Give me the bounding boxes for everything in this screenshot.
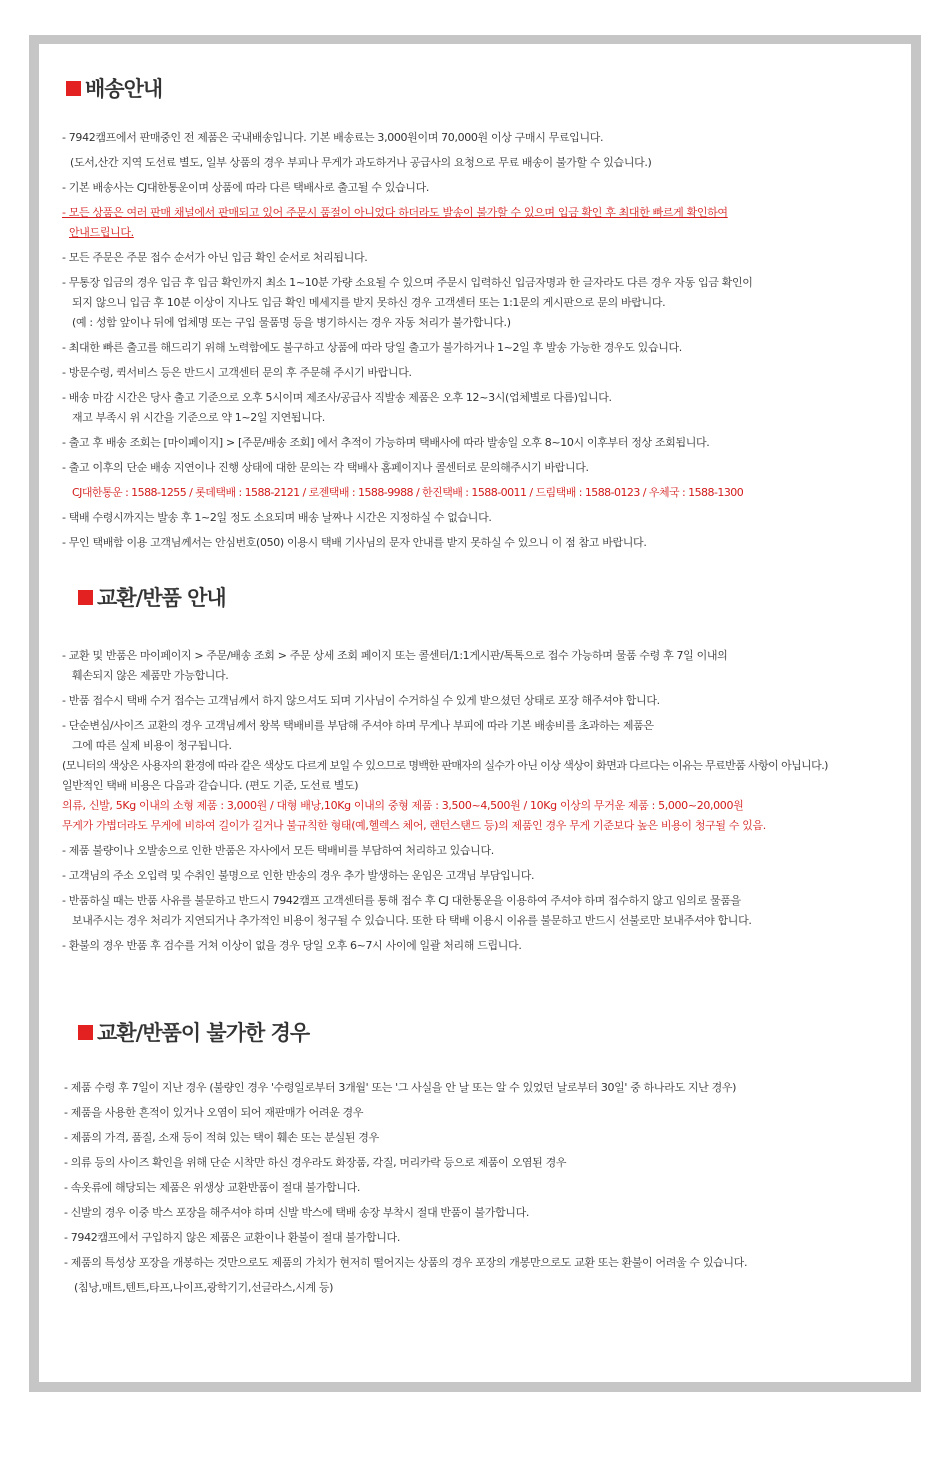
restriction-line: - 제품을 사용한 흔적이 있거나 오염이 되어 재판매가 어려운 경우 [64,1106,364,1119]
shipping-line: - 무인 택배함 이용 고객님께서는 안심번호(050) 이용시 택배 기사님의 문자 안내를 받지 못하실 수 있으니 이 점 참고 바랍니다. [62,536,647,549]
shipping-line: - 최대한 빠른 출고를 해드리기 위해 노력함에도 불구하고 상품에 따라 당일 출고가 불가하거나 1~2일 후 발송 가능한 경우도 있습니다. [62,341,682,354]
shipping-line: 되지 않으니 입금 후 10분 이상이 지나도 입금 확인 메세지를 받지 못하신 경우 고객센터 또는 1:1문의 게시판으로 문의 바랍니다. [72,296,666,309]
section-title-text: 교환/반품 안내 [97,586,226,610]
exchange-line: 그에 따른 실제 비용이 청구됩니다. [72,739,232,752]
restriction-line: (침낭,매트,텐트,타프,나이프,광학기기,선글라스,시계 등) [74,1281,334,1294]
shipping-line: - 택배 수령시까지는 발송 후 1~2일 정도 소요되며 배송 날짜나 시간은 지정하실 수 없습니다. [62,511,492,524]
exchange-line: - 반품하실 때는 반품 사유를 불문하고 반드시 7942캠프 고객센터를 통해 접수 후 CJ 대한통운을 이용하여 주셔야 하며 접수하지 않고 임의로 물품을 [62,894,741,907]
shipping-line: (예 : 성함 앞이나 뒤에 업체명 또는 구입 물품명 등을 병기하시는 경우 자동 처리가 불가합니다.) [72,316,511,329]
red-square-icon [66,81,81,96]
section-title-exchange [78,582,226,612]
exchange-line: (모니터의 색상은 사용자의 환경에 따라 같은 색상도 다르게 보일 수 있으므로 명백한 판매자의 실수가 아닌 이상 색상이 화면과 다르다는 이유는 무료반품 사항이 아닙니다.) [62,759,828,772]
exchange-line: - 반품 접수시 택배 수거 접수는 고객님께서 하지 않으셔도 되며 기사님이 수거하실 수 있게 받으셨던 상태로 포장 해주셔야 합니다. [62,694,660,707]
shipping-line: 재고 부족시 위 시간을 기준으로 약 1~2일 지연됩니다. [72,411,325,424]
red-square-icon [78,1025,93,1040]
exchange-line: 일반적인 택배 비용은 다음과 같습니다. (편도 기준, 도선료 별도) [62,779,359,792]
exchange-line: - 교환 및 반품은 마이페이지 > 주문/배송 조회 > 주문 상세 조회 페이지 또는 콜센터/1:1게시판/톡톡으로 접수 가능하며 물품 수령 후 7일 이내의 [62,649,728,662]
red-square-icon [78,590,93,605]
exchange-line: - 환불의 경우 반품 후 검수를 거쳐 이상이 없을 경우 당일 오후 6~7시 사이에 일괄 처리해 드립니다. [62,939,522,952]
shipping-line: - 배송 마감 시간은 당사 출고 기준으로 오후 5시이며 제조사/공급사 직발송 제품은 오후 12~3시(업체별로 다름)입니다. [62,391,612,404]
shipping-line: (도서,산간 지역 도선료 별도, 일부 상품의 경우 부피나 무게가 과도하거나 공급사의 요청으로 무료 배송이 불가할 수 있습니다.) [70,156,652,169]
shipping-cost-note: 무게가 가볍더라도 무게에 비하여 길이가 길거나 불규칙한 형태(예,헬렉스 체어, 랜턴스탠드 등)의 제품인 경우 무게 기준보다 높은 비용이 청구될 수 있음. [62,819,766,832]
restriction-line: - 7942캠프에서 구입하지 않은 제품은 교환이나 환불이 절대 불가합니다. [64,1231,400,1244]
restriction-line: - 제품 수령 후 7일이 지난 경우 (불량인 경우 '수령일로부터 3개월' 또는 '그 사실을 안 날 또는 알 수 있었던 날로부터 30일' 중 하나라도 지난 경우) [64,1081,737,1094]
restriction-line: - 속옷류에 해당되는 제품은 위생상 교환반품이 절대 불가합니다. [64,1181,360,1194]
exchange-line: 보내주시는 경우 처리가 지연되거나 추가적인 비용이 청구될 수 있습니다. 또한 타 택배 이용시 이유를 불문하고 반드시 선불로만 보내주셔야 합니다. [72,914,752,927]
section-title-restrictions [78,1017,309,1047]
shipping-cost-table: 의류, 신발, 5Kg 이내의 소형 제품 : 3,000원 / 대형 배낭,10Kg 이내의 중형 제품 : 3,500~4,500원 / 10Kg 이상의 무거운 제품 : 5,000~20,000원 [62,799,744,812]
exchange-line: - 제품 불량이나 오발송으로 인한 반품은 자사에서 모든 택배비를 부담하여 처리하고 있습니다. [62,844,494,857]
exchange-line: - 고객님의 주소 오입력 및 수취인 불명으로 인한 반송의 경우 추가 발생하는 운임은 고객님 부담입니다. [62,869,535,882]
shipping-line: - 무통장 입금의 경우 입금 후 입금 확인까지 최소 1~10분 가량 소요될 수 있으며 주문시 입력하신 입금자명과 한 글자라도 다른 경우 자동 입금 확인이 [62,276,753,289]
shipping-line: - 기본 배송사는 CJ대한통운이며 상품에 따라 다른 택배사로 출고될 수 있습니다. [62,181,430,194]
exchange-line: 훼손되지 않은 제품만 가능합니다. [72,669,229,682]
section-title-shipping [66,73,162,103]
section-title-text: 교환/반품이 불가한 경우 [97,1021,310,1045]
shipping-line: - 7942캠프에서 판매중인 전 제품은 국내배송입니다. 기본 배송료는 3,000원이며 70,000원 이상 구매시 무료입니다. [62,131,604,144]
restriction-line: - 의류 등의 사이즈 확인을 위해 단순 시착만 하신 경우라도 화장품, 각질, 머리카락 등으로 제품이 오염된 경우 [64,1156,567,1169]
section-title-text: 배송안내 [85,77,163,101]
shipping-notice: - 모든 상품은 여러 판매 채널에서 판매되고 있어 주문시 품절이 아니었다 하더라도 발송이 불가할 수 있으며 입금 확인 후 최대한 빠르게 확인하여 [62,206,728,219]
exchange-line: - 단순변심/사이즈 교환의 경우 고객님께서 왕복 택배비를 부담해 주셔야 하며 무게나 부피에 따라 기본 배송비를 초과하는 제품은 [62,719,654,732]
restriction-line: - 신발의 경우 이중 박스 포장을 해주셔야 하며 신발 박스에 택배 송장 부착시 절대 반품이 불가합니다. [64,1206,530,1219]
shipping-line: - 모든 주문은 주문 접수 순서가 아닌 입금 확인 순서로 처리됩니다. [62,251,368,264]
courier-phone-numbers: CJ대한통운 : 1588-1255 / 롯데택배 : 1588-2121 / 로젠택배 : 1588-9988 / 한진택배 : 1588-0011 / 드림택배 : 1588-0123 / 우체국 : 1588-1300 [72,486,744,499]
shipping-line: - 출고 후 배송 조회는 [마이페이지] > [주문/배송 조회] 에서 추적이 가능하며 택배사에 따라 발송일 오후 8~10시 이후부터 정상 조회됩니다. [62,436,710,449]
restriction-line: - 제품의 가격, 품질, 소재 등이 적혀 있는 택이 훼손 또는 분실된 경우 [64,1131,379,1144]
restriction-line: - 제품의 특성상 포장을 개봉하는 것만으로도 제품의 가치가 현저히 떨어지는 상품의 경우 포장의 개봉만으로도 교환 또는 환불이 어려울 수 있습니다. [64,1256,748,1269]
shipping-line: - 출고 이후의 단순 배송 지연이나 진행 상태에 대한 문의는 각 택배사 홈페이지나 콜센터로 문의해주시기 바랍니다. [62,461,589,474]
shipping-line: - 방문수령, 퀵서비스 등은 반드시 고객센터 문의 후 주문해 주시기 바랍니다. [62,366,412,379]
shipping-notice: 안내드립니다. [69,226,134,239]
